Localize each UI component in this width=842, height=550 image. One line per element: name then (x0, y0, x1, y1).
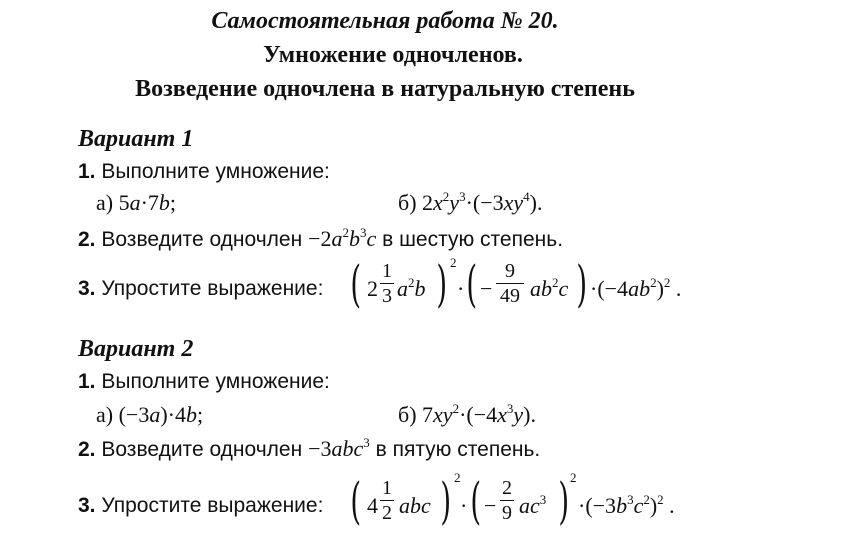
v1-task1-b (398, 190, 542, 216)
v2-frac-2-9: 2 9 (502, 477, 512, 524)
v2-power-2a: 2 (454, 470, 461, 485)
v2-frac-1-2: 1 2 (382, 477, 392, 524)
v2-task2 (78, 436, 540, 462)
v2-task2-text-before: Возведите одночлен (101, 438, 303, 461)
v2-task3-num: 3. (78, 494, 96, 517)
variant-2-title: Вариант 2 (78, 336, 194, 362)
v2-task2-monomial: −3abc$^3$ (308, 435, 370, 461)
v1-task2-num: 2. (78, 228, 96, 251)
worksheet-subtitle-2: Возведение одночлена в натуральную степень (135, 76, 635, 102)
worksheet-title: Самостоятельная работа № 20. (211, 8, 559, 34)
v2-task1-a (96, 402, 203, 428)
v1-frac-9-49: 9 49 (496, 260, 524, 307)
v2-task1-b (398, 402, 536, 428)
v2-term-ac3: $ac^3$ (519, 492, 547, 518)
v1-task2-text-before: Возведите одночлен (101, 228, 303, 251)
v2-term-3b3c2: $\cdot(-3b^3c^2)^2$ . (578, 492, 675, 518)
v1-paren-open-1: ( (350, 255, 362, 313)
v1-power-2a: 2 (450, 255, 457, 270)
v2-dot-1: · (460, 493, 468, 518)
v2-paren-open-1: ( (350, 472, 362, 530)
v1-task1-a (96, 190, 176, 216)
v1-term-a2b: $a^2b$ (397, 275, 426, 301)
v1-dot-1: · (457, 276, 465, 301)
v1-task1 (78, 160, 330, 184)
v1-term-4ab2: $\cdot(-4ab^2)^2$ . (590, 275, 682, 301)
v1-task1-text: Выполните умножение: (101, 160, 330, 183)
v2-paren-close-2: ) (558, 472, 570, 530)
v1-paren-open-2: ( (466, 255, 478, 313)
v2-paren-close-1: ) (440, 472, 452, 530)
v1-paren-close-1: ) (436, 255, 448, 313)
v1-task1-num: 1. (78, 160, 96, 183)
v1-task3-num: 3. (78, 277, 96, 300)
v2-term-abc: abc (399, 493, 431, 518)
v1-task1-b-expr: $2x^2y^3\cdot(-3xy^4)$. (422, 189, 543, 215)
v1-frac-1-3: 1 3 (382, 260, 392, 307)
v2-task1-a-expr: (−3a)·4b; (118, 402, 204, 427)
v1-task3 (0, 255, 842, 315)
v2-task1 (78, 370, 330, 394)
v2-minus: − (484, 493, 497, 518)
v2-paren-open-2: ( (470, 472, 482, 530)
v1-task3-text: Упростите выражение: (101, 277, 324, 300)
v2-task1-text: Выполните умножение: (101, 370, 330, 393)
v1-whole-2: 2 (367, 276, 378, 301)
v2-task2-num: 2. (78, 438, 96, 461)
v1-task2 (78, 226, 563, 252)
v1-task1-a-label: а) (96, 190, 114, 215)
v2-task1-b-expr: $7xy^2\cdot(-4x^3y)$. (422, 401, 536, 427)
v1-paren-close-2: ) (576, 255, 588, 313)
v2-task3-label (78, 494, 323, 518)
v1-term-ab2c: $ab^2c$ (530, 275, 569, 301)
v2-task1-b-label: б) (398, 402, 417, 427)
v2-task3 (0, 470, 842, 530)
v1-task2-monomial: $-2a^2b^3c$ (308, 225, 377, 251)
v2-task1-a-label: а) (96, 402, 114, 427)
v1-task1-b-label: б) (398, 190, 417, 215)
v1-task1-a-expr: 5a·7b; (118, 190, 177, 215)
v2-task2-text-after: в пятую степень. (375, 438, 541, 461)
v1-minus: − (480, 276, 493, 301)
v2-power-2b: 2 (570, 470, 577, 485)
v2-whole-4: 4 (367, 493, 378, 518)
v2-task1-num: 1. (78, 370, 96, 393)
v2-task3-text: Упростите выражение: (101, 494, 324, 517)
v1-task3-label (78, 277, 323, 301)
v1-task2-text-after: в шестую степень. (382, 228, 564, 251)
worksheet-subtitle-1: Умножение одночленов. (263, 42, 523, 68)
variant-1-title: Вариант 1 (78, 126, 194, 152)
